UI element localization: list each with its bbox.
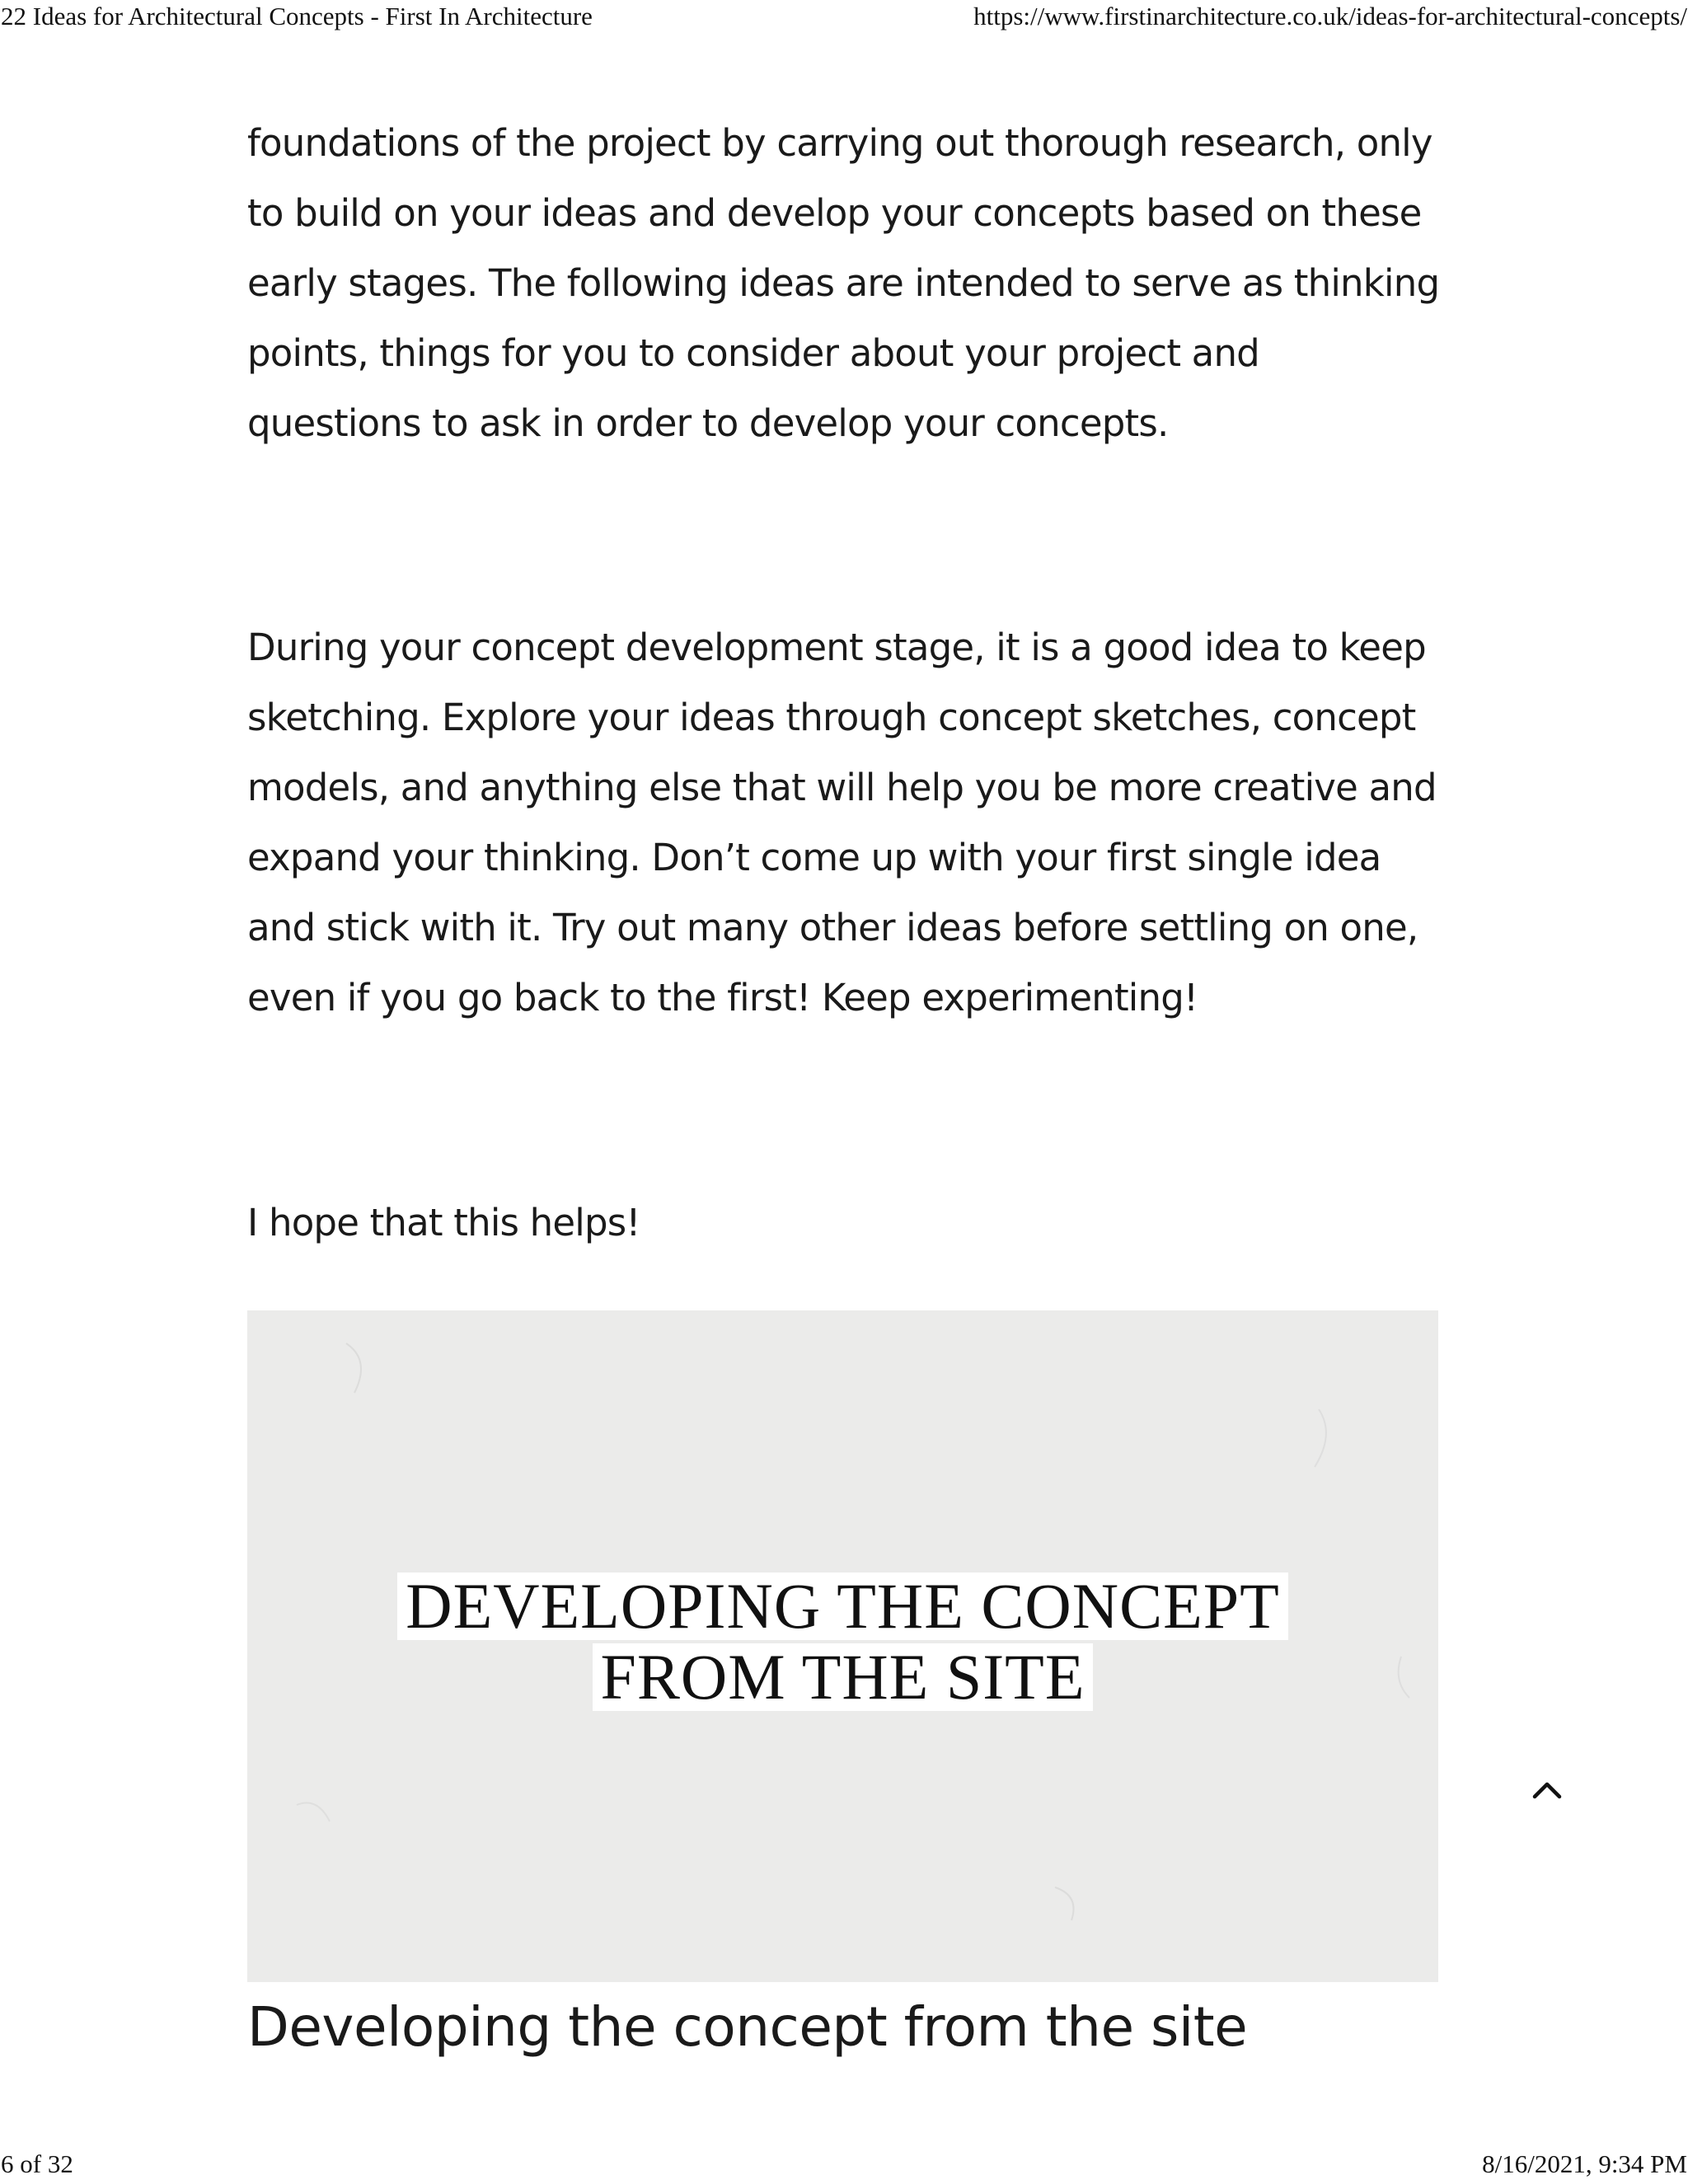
video-title-line: FROM THE SITE bbox=[593, 1643, 1094, 1711]
embedded-video-thumbnail[interactable] bbox=[247, 1310, 1438, 1982]
page-number: 6 of 32 bbox=[1, 2149, 73, 2178]
print-datetime: 8/16/2021, 9:34 PM bbox=[1482, 2149, 1687, 2178]
article-paragraph: I hope that this helps! bbox=[247, 1201, 640, 1244]
section-heading: Developing the concept from the site bbox=[247, 1995, 1248, 2059]
article-paragraph: During your concept development stage, it is a good idea to keep sketching. Explore your ideas through concept sketches, concept models, and anything else that will help you be more creative and expand your thinking. Don’t come up with your first single idea and stick with it. Try out many other ideas before settling on one, even if you go back to the first! Keep experimenting! bbox=[247, 626, 1437, 1019]
print-page-title: 22 Ideas for Architectural Concepts - First In Architecture bbox=[1, 2, 593, 30]
video-title-line: DEVELOPING THE CONCEPT bbox=[397, 1572, 1288, 1640]
article-paragraph: foundations of the project by carrying out thorough research, only to build on your ideas and develop your concepts based on these early stages. The following ideas are intended to serve as thinking points, things for you to consider about your project and questions to ask in order to develop your concepts. bbox=[247, 121, 1440, 445]
scroll-to-top-button[interactable] bbox=[1526, 1772, 1568, 1805]
print-footer bbox=[0, 2149, 1688, 2179]
print-page-url: https://www.firstinarchitecture.co.uk/ideas-for-architectural-concepts/ bbox=[973, 2, 1687, 30]
print-header bbox=[0, 2, 1688, 31]
video-title bbox=[247, 1572, 1438, 1711]
chevron-up-icon bbox=[1526, 1772, 1568, 1805]
